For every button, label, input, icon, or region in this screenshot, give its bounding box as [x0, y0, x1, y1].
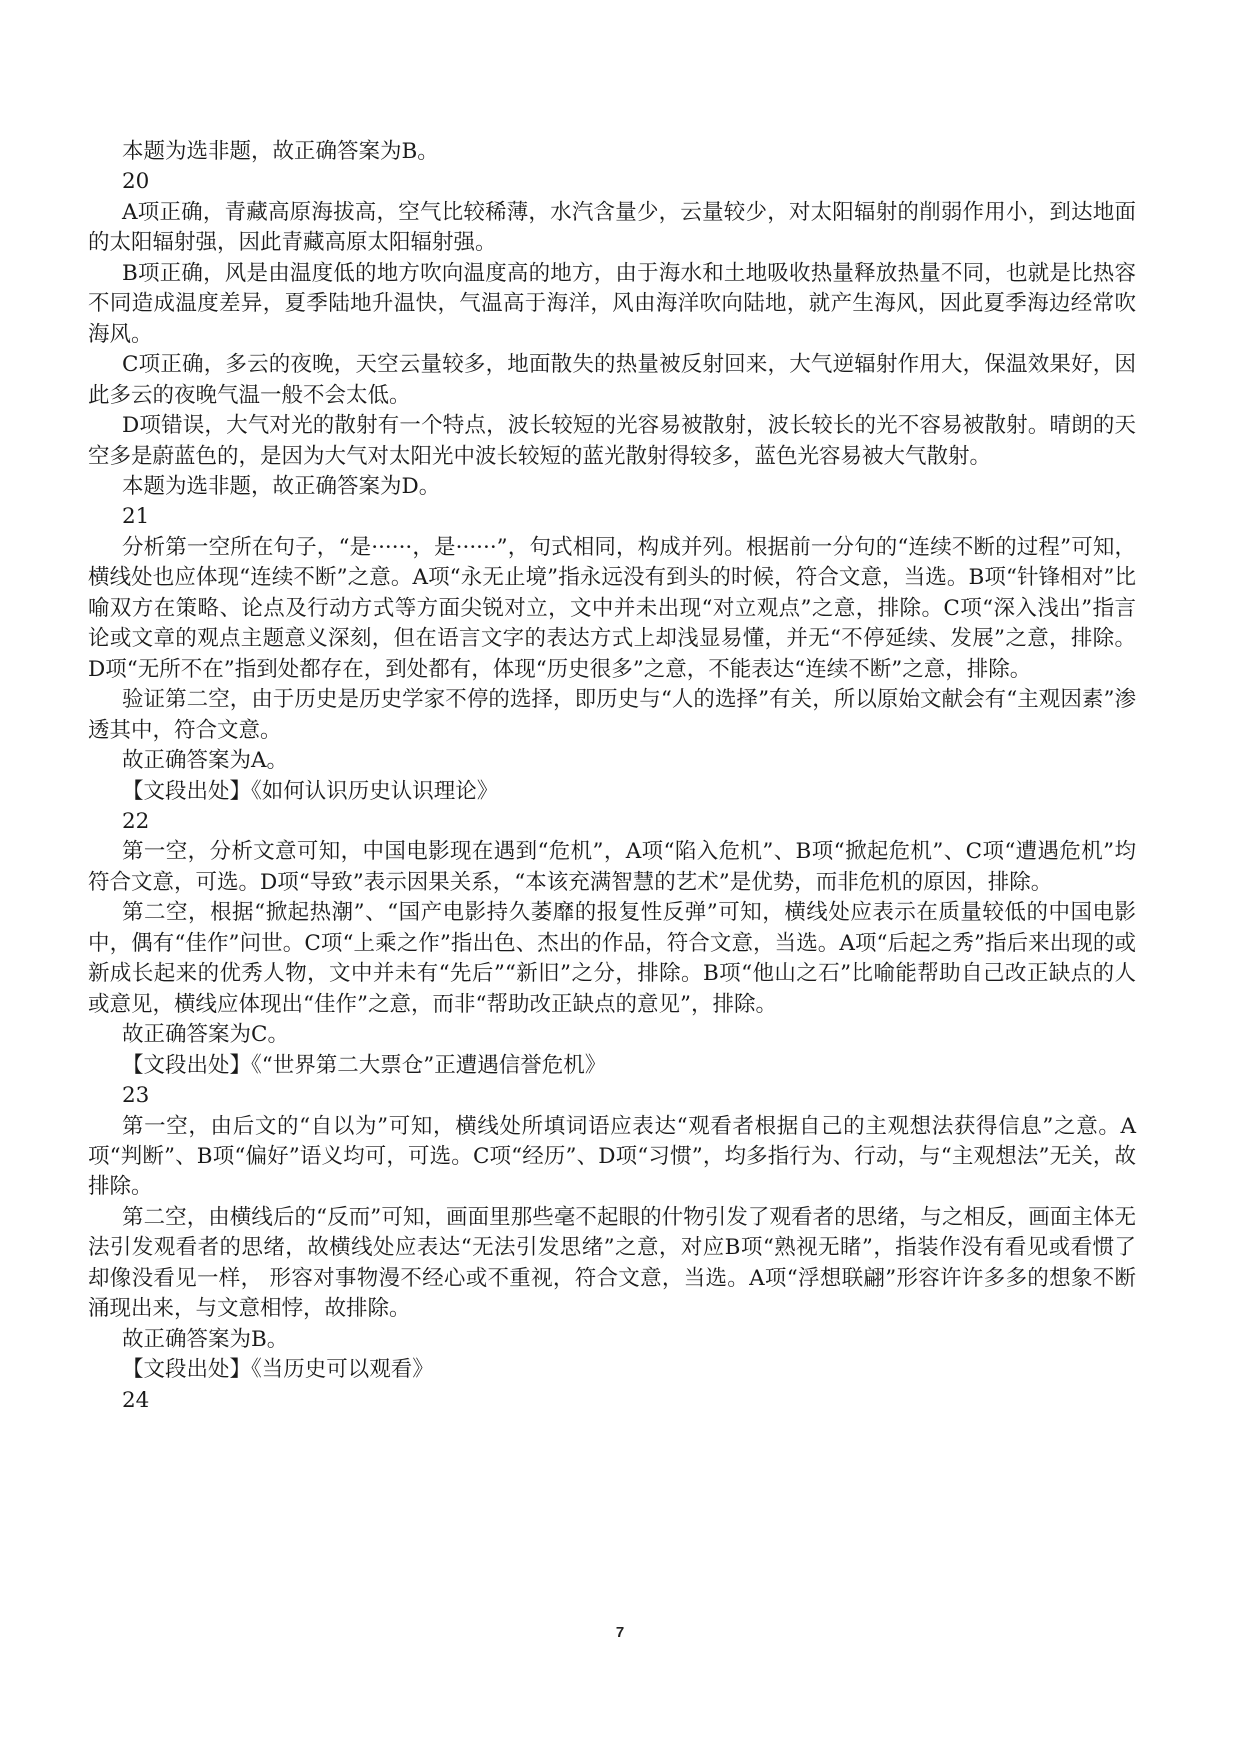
document-body — [88, 137, 1136, 1416]
answer-line: 故正确答案为B。 — [122, 1326, 289, 1352]
explanation-paragraph: A项正确，青藏高原海拔高，空气比较稀薄，水汽含量少，云量较少，对太阳辐射的削弱作用小，到达地面的太阳辐射强，因此青藏高原太阳辐射强。 — [88, 199, 1136, 256]
explanation-paragraph: 分析第一空所在句子，“是······，是······”，句式相同，构成并列。根据前一分句的“连续不断的过程”可知，横线处也应体现“连续不断”之意。A项“永无止境”指永远没有到头的时候，符合文意，当选。B项“针锋相对”比喻双方在策略、论点及行动方式等方面尖锐对立，文中并未出现“对立观点”之意，排除。C项“深入浅出”指言论或文章的观点主题意义深刻，但在语言文字的表达方式上却浅显易懂，并无“不停延续、发展”之意，排除。D项“无所不在”指到处都存在，到处都有，体现“历史很多”之意，不能表达“连续不断”之意，排除。 — [88, 534, 1136, 682]
explanation-paragraph: 验证第二空，由于历史是历史学家不停的选择，即历史与“人的选择”有关，所以原始文献会有“主观因素”渗透其中，符合文意。 — [88, 687, 1136, 743]
source-citation: 【文段出处】《如何认识历史认识理论》 — [122, 778, 499, 804]
source-citation: 【文段出处】《当历史可以观看》 — [122, 1357, 434, 1383]
question-number: 20 — [122, 169, 150, 195]
page-number: 7 — [615, 1624, 625, 1641]
answer-line: 本题为选非题，故正确答案为B。 — [122, 139, 439, 164]
question-number: 24 — [122, 1387, 150, 1413]
explanation-paragraph: D项错误，大气对光的散射有一个特点，波长较短的光容易被散射，波长较长的光不容易被散射。晴朗的天空多是蔚蓝色的，是因为大气对太阳光中波长较短的蓝光散射得较多，蓝色光容易被大气散射。 — [88, 413, 1136, 469]
question-number: 23 — [122, 1083, 150, 1109]
explanation-paragraph: 第二空，根据“掀起热潮”、“国产电影持久萎靡的报复性反弹”可知，横线处应表示在质量较低的中国电影中，偶有“佳作”问世。C项“上乘之作”指出色、杰出的作品，符合文意，当选。A项“后起之秀”指后来出现的或新成长起来的优秀人物，文中并未有“先后”“新旧”之分，排除。B项“他山之石”比喻能帮助自己改正缺点的人或意见，横线应体现出“佳作”之意，而非“帮助改正缺点的意见”，排除。 — [88, 900, 1136, 1017]
explanation-paragraph: 第一空，由后文的“自以为”可知，横线处所填词语应表达“观看者根据自己的主观想法获得信息”之意。A项“判断”、B项“偏好”语义均可，可选。C项“经历”、D项“习惯”，均多指行为、行动，与“主观想法”无关，故排除。 — [88, 1113, 1136, 1200]
answer-line: 故正确答案为A。 — [122, 748, 289, 774]
question-number: 21 — [122, 504, 150, 530]
question-number: 22 — [122, 808, 150, 834]
explanation-paragraph: 第二空，由横线后的“反而”可知，画面里那些毫不起眼的什物引发了观看者的思绪，与之相反，画面主体无法引发观看者的思绪，故横线处应表达“无法引发思绪”之意，对应B项“熟视无睹”，指装作没有看见或看惯了却像没看见一样， 形容对事物漫不经心或不重视，符合文意，当选。A项“浮想联翩”形容许许多多的想象不断涌现出来，与文意相悖，故排除。 — [88, 1204, 1136, 1322]
answer-line: 故正确答案为C。 — [122, 1022, 289, 1048]
explanation-paragraph: 第一空，分析文意可知，中国电影现在遇到“危机”，A项“陷入危机”、B项“掀起危机”、C项“遭遇危机”均符合文意，可选。D项“导致”表示因果关系，“本该充满智慧的艺术”是优势，而非危机的原因，排除。 — [88, 839, 1136, 895]
source-citation: 【文段出处】《“世界第二大票仓”正遭遇信誉危机》 — [122, 1052, 607, 1078]
explanation-paragraph: B项正确，风是由温度低的地方吹向温度高的地方，由于海水和土地吸收热量释放热量不同，也就是比热容不同造成温度差异，夏季陆地升温快，气温高于海洋，风由海洋吹向陆地，就产生海风，因此夏季海边经常吹海风。 — [88, 260, 1136, 347]
explanation-paragraph: C项正确，多云的夜晚，天空云量较多，地面散失的热量被反射回来，大气逆辐射作用大，保温效果好，因此多云的夜晚气温一般不会太低。 — [88, 352, 1136, 408]
answer-line: 本题为选非题，故正确答案为D。 — [122, 473, 441, 499]
